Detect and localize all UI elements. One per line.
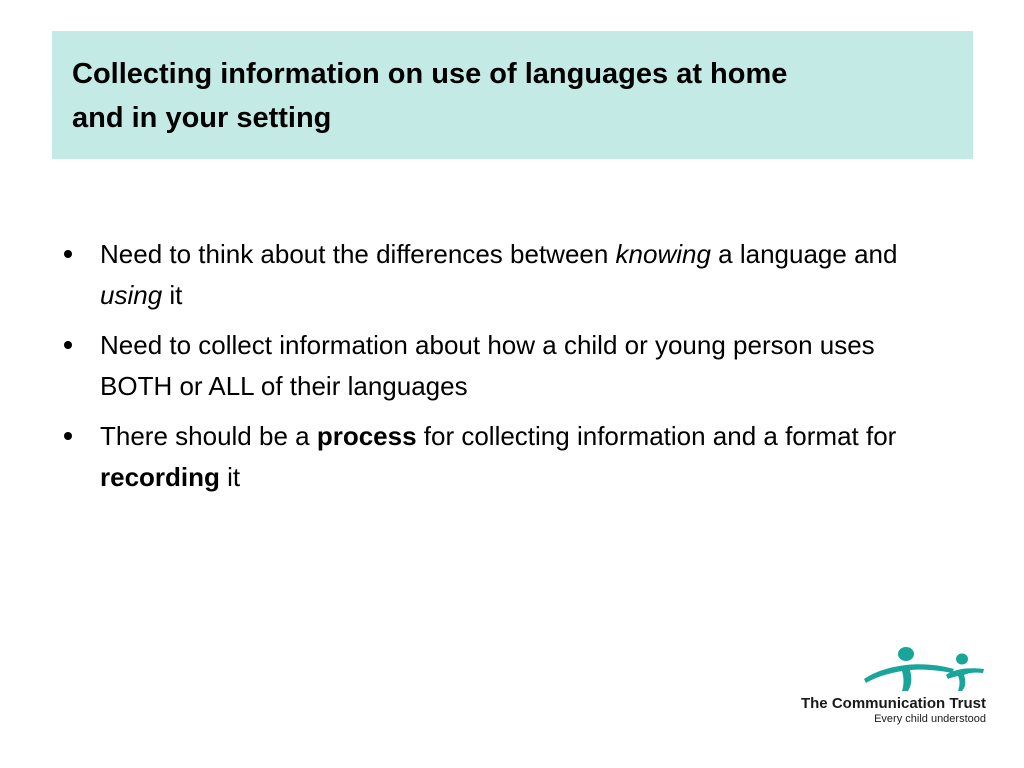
slide-title-line-2: and in your setting (72, 102, 332, 134)
bullet-3-bold-process: process (316, 421, 417, 451)
bullet-text (100, 421, 896, 492)
slide-title (72, 52, 953, 140)
bullet-3-text-b: for collecting information and a format for (416, 421, 897, 451)
people-figures-icon (862, 645, 986, 693)
bullet-1-text-c: it (162, 280, 183, 310)
slide-title-line-1: Collecting information on use of languages at home (72, 58, 788, 90)
bullet-3-text-a: There should be a (100, 421, 317, 451)
logo-name: The Communication Trust (800, 695, 986, 712)
bullet-2-text: Need to collect information about how a child or young person uses BOTH or ALL of their languages (100, 330, 875, 401)
bullet-1-text-a: Need to think about the differences between (100, 239, 616, 269)
communication-trust-logo (790, 645, 990, 730)
logo-tagline: Every child understood (874, 713, 986, 725)
bullet-3-text-c: it (219, 462, 241, 492)
slide-title-box (52, 31, 973, 159)
bullet-3-bold-recording: recording (100, 462, 220, 492)
bullet-item (60, 234, 940, 316)
bullet-icon (64, 432, 72, 440)
bullet-1-emphasis-using: using (100, 280, 163, 310)
bullet-1-text-b: a language and (710, 239, 898, 269)
bullet-list (60, 234, 940, 507)
bullet-item (60, 325, 940, 407)
bullet-text (100, 239, 897, 310)
bullet-item (60, 416, 940, 498)
bullet-icon (64, 341, 72, 349)
bullet-1-emphasis-knowing: knowing (615, 239, 711, 269)
bullet-icon (64, 250, 72, 258)
